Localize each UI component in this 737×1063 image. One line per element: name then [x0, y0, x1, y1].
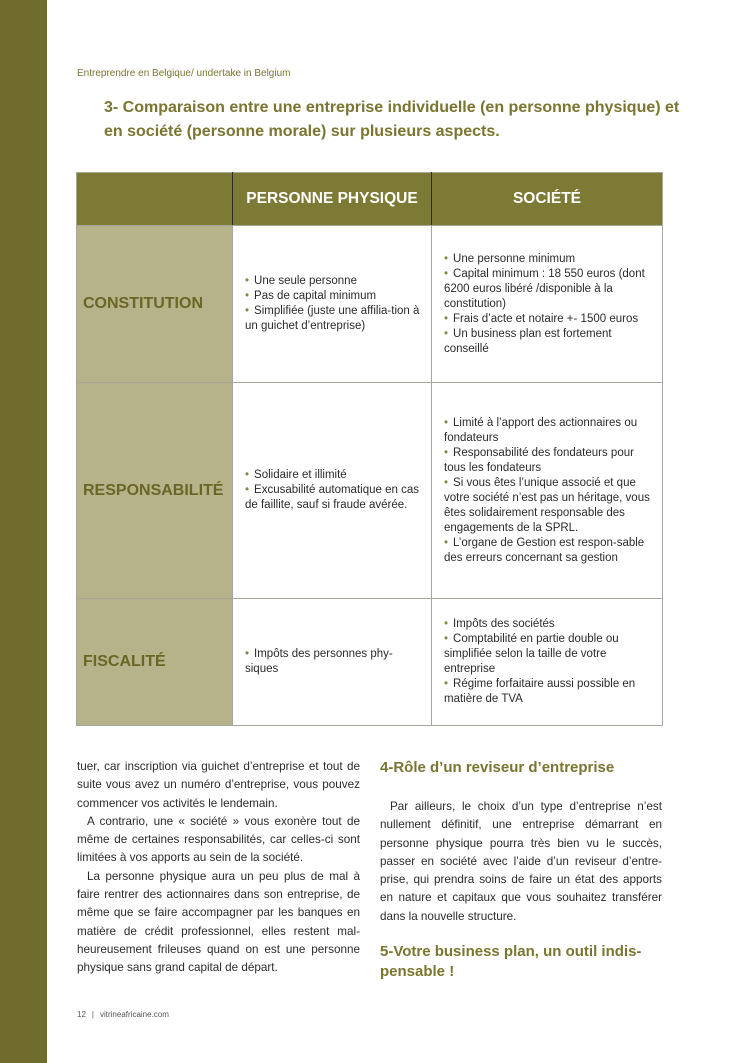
- table-header-societe: SOCIÉTÉ: [432, 173, 663, 226]
- list-item: • Frais d’acte et notaire +- 1500 euros: [444, 312, 652, 327]
- section-title: 3- Comparaison entre une entreprise individuelle (en personne physique) et en société (personne morale) sur plusieurs aspects.: [104, 99, 680, 140]
- list-item: • Une seule personne: [245, 274, 421, 289]
- list-item: • Comptabilité en partie double ou simplifiée selon la taille de votre entreprise: [444, 632, 652, 677]
- list-item: • Si vous êtes l’unique associé et que votre société n’est pas un héritage, vous êtes solidairement responsable des engagements de la SPRL.: [444, 476, 652, 536]
- table-row-fiscalite: [77, 599, 663, 726]
- table-header-personne-physique: PERSONNE PHYSIQUE: [233, 173, 432, 226]
- list-item: • Solidaire et illimité: [245, 468, 421, 483]
- list-item: • Une personne minimum: [444, 252, 652, 267]
- cell-responsabilite-physique: [233, 383, 432, 599]
- table-row-responsabilite: [77, 383, 663, 599]
- heading-business-plan: 5-Votre business plan, un outil indis-pensable !: [380, 943, 642, 981]
- body-paragraph: A contrario, une « société » vous exonère tout de même de certaines responsabilités, car celles-ci sont limitées à vos apports au sein de la société.: [77, 814, 360, 865]
- magazine-page: [47, 0, 737, 1063]
- body-paragraph: La personne physique aura un peu plus de mal à faire rentrer des actionnaires dans son entreprise, de même que se faire accompagner par les banques en matière de crédit professionnel, elles restent mal-heureusement frileuses quand on est une personne physique sans grand capital de départ.: [77, 869, 360, 975]
- list-item: • Un business plan est fortement conseillé: [444, 327, 652, 357]
- table-row-constitution: [77, 226, 663, 383]
- list-item: • Limité à l’apport des actionnaires ou fondateurs: [444, 416, 652, 446]
- list-item: • Impôts des sociétés: [444, 617, 652, 632]
- page-footer: [77, 1010, 169, 1019]
- row-label-fiscalite: FISCALITÉ: [77, 599, 233, 726]
- list-item: • L’organe de Gestion est respon-sable des erreurs concernant sa gestion: [444, 536, 652, 566]
- body-paragraph: tuer, car inscription via guichet d’entreprise et tout de suite vous avez un numéro d’entreprise, vous pouvez commencer vos activités le lendemain.: [77, 760, 360, 810]
- cell-fiscalite-societe: [432, 599, 663, 726]
- row-label-constitution: CONSTITUTION: [77, 226, 233, 383]
- table-header-row: [77, 173, 663, 226]
- cell-constitution-physique: [233, 226, 432, 383]
- footer-separator: |: [91, 1010, 94, 1019]
- list-item: • Impôts des personnes phy-siques: [245, 647, 421, 677]
- list-item: • Capital minimum : 18 550 euros (dont 6200 euros libéré /disponible à la constitution): [444, 267, 652, 312]
- side-color-band: [0, 0, 47, 1063]
- list-item: • Régime forfaitaire aussi possible en matière de TVA: [444, 677, 652, 707]
- page-number: 12: [77, 1010, 86, 1019]
- cell-constitution-societe: [432, 226, 663, 383]
- list-item: • Simplifiée (juste une affilia-tion à un guichet d’entreprise): [245, 304, 421, 334]
- list-item: • Excusabilité automatique en cas de faillite, sauf si fraude avérée.: [245, 483, 421, 513]
- row-label-responsabilite: RESPONSABILITÉ: [77, 383, 233, 599]
- cell-fiscalite-physique: [233, 599, 432, 726]
- heading-role-reviseur: 4-Rôle d’un reviseur d’entreprise: [380, 759, 615, 776]
- table-header-corner: [77, 173, 233, 226]
- right-text-column: [380, 758, 662, 982]
- cell-responsabilite-societe: [432, 383, 663, 599]
- list-item: • Pas de capital minimum: [245, 289, 421, 304]
- left-text-column: [77, 758, 360, 978]
- list-item: • Responsabilité des fondateurs pour tous les fondateurs: [444, 446, 652, 476]
- running-head: Entreprendre en Belgique/ undertake in Belgium: [77, 68, 291, 79]
- comparison-table: [76, 172, 663, 726]
- body-paragraph: Par ailleurs, le choix d’un type d’entreprise n’est nullement définitif, une entreprise démarrant en personne physique pourra très bien vu le succès, passer en société avec l’aide d’un reviseur d’entre-prise, qui prendra soins de faire un état des apports en nature et capitaux que vous souhaitez transférer dans la nouvelle structure.: [380, 800, 662, 923]
- footer-site: vitrineafricaine.com: [99, 1010, 169, 1019]
